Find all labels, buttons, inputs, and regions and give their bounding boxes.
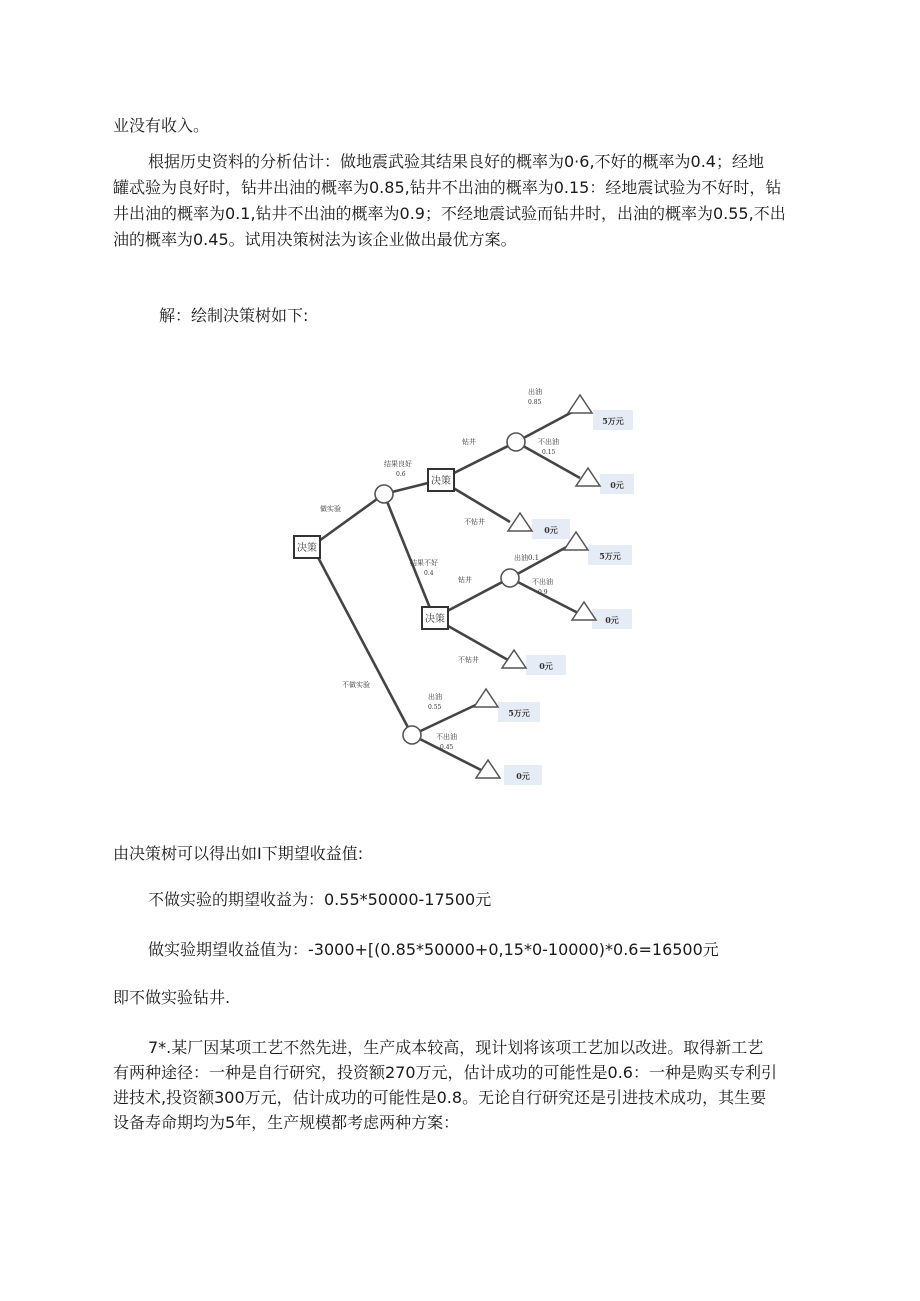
edge-label-no-drill-2: 不钻井: [458, 656, 479, 664]
text-line: 油的概率为0.45。试用决策树法为该企业做出最优方案。: [113, 230, 517, 249]
edge-label-bad: 结果不好: [410, 559, 438, 567]
edge-label-nooil-a-prob: 0.15: [542, 449, 556, 456]
edge-label-nooil-a: 不出油: [538, 438, 559, 446]
text-line: 业没有收入。: [113, 116, 210, 135]
payoff-value: 0元: [516, 771, 530, 781]
decision-label-good: 决策: [431, 476, 451, 487]
payoff-value: 0元: [605, 615, 619, 625]
edge-label-oil-a: 出油: [528, 388, 542, 396]
edge-label-oil-b: 出油0.1: [514, 554, 540, 562]
edge-label-do-test: 做实验: [320, 505, 341, 513]
edge-label-oil-c: 出油: [428, 693, 442, 701]
text-line: 进技术,投资额300万元，估计成功的可能性是0.8。无论自行研究还是引进技术成功，其生要: [113, 1088, 767, 1107]
edge-label-good: 结果良好: [384, 460, 412, 468]
text-line: 设备寿命期均为5年，生产规模都考虑两种方案：: [113, 1113, 460, 1132]
edge-label-nooil-c: 不出油: [436, 733, 457, 741]
payoff-value: 0元: [539, 661, 553, 671]
edge-c-oil: [412, 702, 482, 735]
chance-node-test-result: [375, 485, 393, 503]
text-line: 有两种途径：一种是自行研究，投资额270万元，估计成功的可能性是0.6：一种是购买专利引: [113, 1063, 777, 1082]
edge-root-notest: [312, 546, 412, 735]
edge-label-no-test: 不做实验: [342, 681, 370, 689]
payoff-value: 0元: [610, 480, 624, 490]
text-line: 根据历史资料的分析估计：做地震武验其结果良好的概率为0·6,不好的概率为0.4；经地: [148, 152, 764, 171]
edge-good-bad: [384, 494, 434, 618]
chance-node-good-drill: [507, 433, 525, 451]
solution-heading: 解：绘制决策树如下:: [159, 306, 309, 325]
edge-label-oil-a-prob: 0.85: [528, 399, 542, 406]
payoff-value: 5万元: [508, 708, 530, 718]
text-line: 7*.某厂因某项工艺不然先进，生产成本较高，现计划将该项工艺加以改进。取得新工艺: [148, 1038, 764, 1057]
edge-label-oil-c-prob: 0.55: [428, 704, 442, 711]
text-line: 井出油的概率为0.1,钻井不出油的概率为0.9；不经地震试验而钻井时，出油的概率为0.55,不出: [113, 204, 786, 223]
text-line: 不做实验的期望收益为：0.55*50000-17500元: [148, 890, 492, 909]
edge-label-bad-prob: 0.4: [424, 570, 434, 577]
decision-tree: [280, 380, 624, 790]
payoff-value: 0元: [544, 525, 558, 535]
terminal-triangle: [568, 395, 592, 413]
edge-label-good-prob: 0.6: [396, 471, 406, 478]
decision-label-bad: 决策: [425, 614, 445, 625]
chance-node-no-test: [403, 726, 421, 744]
edge-label-no-drill: 不钻井: [464, 518, 485, 526]
text-line: 由决策树可以得出如I下期望收益值:: [113, 844, 364, 863]
text-line: 做实验期望收益值为：-3000+[(0.85*50000+0,15*0-10000)*0.6=16500元: [148, 940, 719, 959]
terminal-triangle: [508, 513, 532, 531]
edge-label-nooil-c-prob: 0.45: [440, 744, 454, 751]
text-line: 罐忒验为良好时，钻井出油的概率为0.85,钻井不出油的概率为0.15：经地震试验为不好时，钻: [113, 178, 782, 197]
edge-label-nooil-b-prob: 0.9: [538, 589, 548, 596]
payoff-value: 5万元: [599, 551, 621, 561]
edge-drill-nooil: [516, 442, 580, 478]
payoff-value: 5万元: [602, 416, 624, 426]
text-line: 即不做实验钻井.: [113, 988, 231, 1007]
edge-label-drill: 钻井: [462, 438, 476, 446]
terminal-triangle: [474, 689, 498, 707]
chance-node-bad-drill: [501, 569, 519, 587]
edge-label-drill-2: 钻井: [458, 576, 472, 584]
edge-label-nooil-b: 不出油: [532, 578, 553, 586]
decision-label-root: 决策: [297, 543, 317, 554]
edge-root-good: [312, 494, 384, 546]
